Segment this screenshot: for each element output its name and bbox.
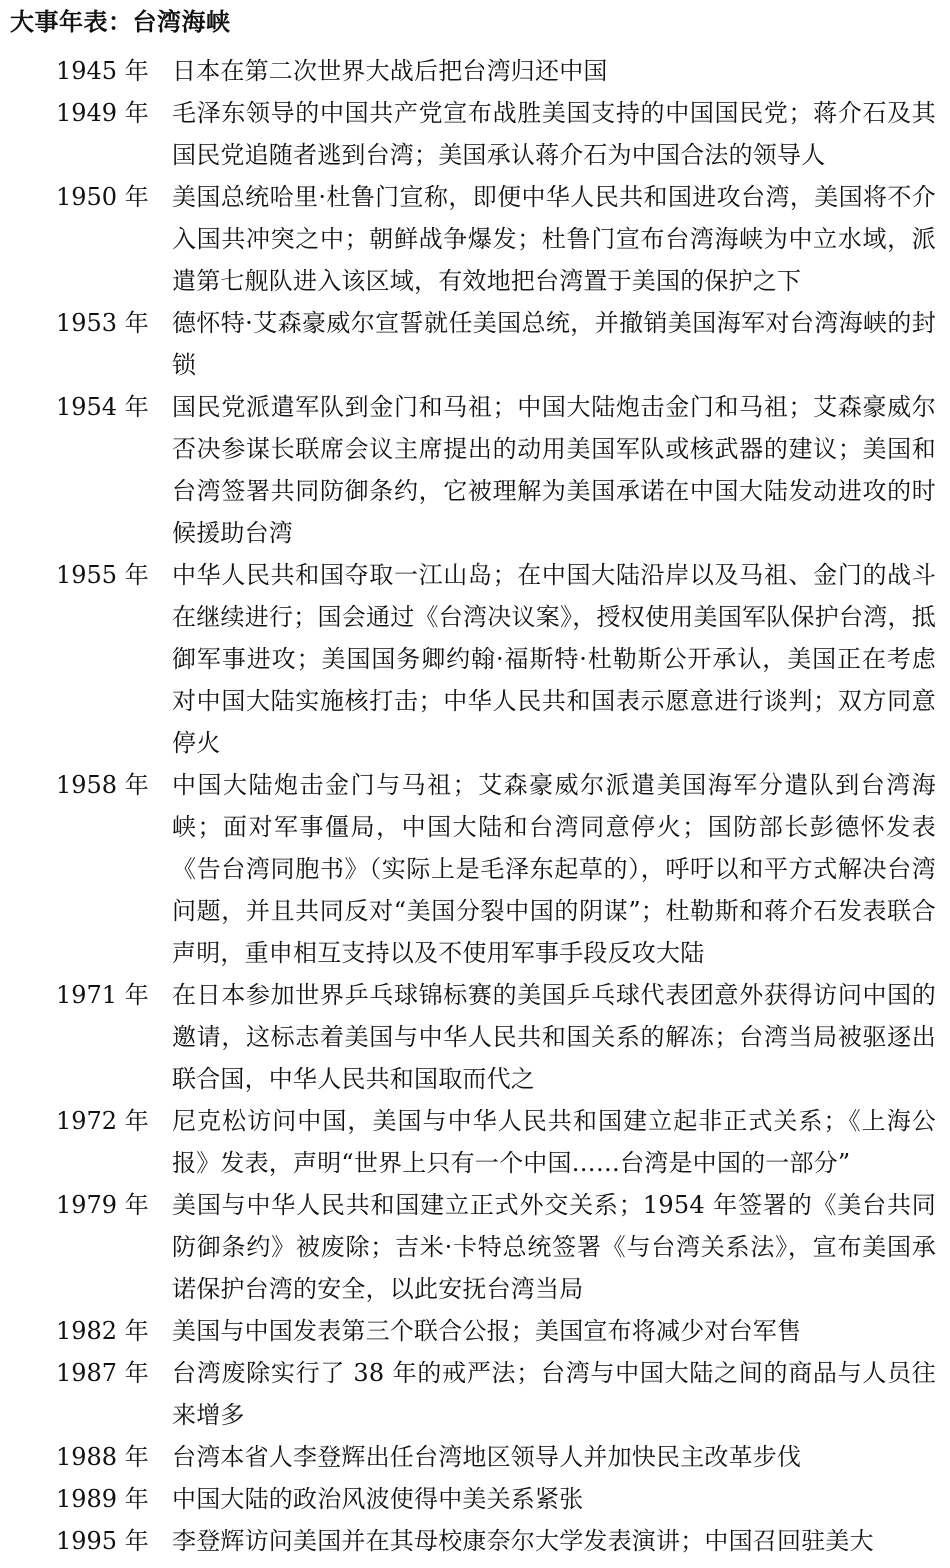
entry-year: 1950 年 bbox=[56, 183, 149, 211]
entry-text: 中国大陆的政治风波使得中美关系紧张 bbox=[172, 1485, 584, 1513]
timeline-entry bbox=[0, 1184, 950, 1310]
timeline-entry bbox=[0, 1478, 950, 1520]
timeline-entry bbox=[0, 1310, 950, 1352]
entry-text: 日本在第二次世界大战后把台湾归还中国 bbox=[172, 57, 608, 85]
entry-year: 1989 年 bbox=[56, 1485, 149, 1513]
entry-year: 1995 年 bbox=[56, 1527, 149, 1555]
timeline-entry bbox=[0, 92, 950, 176]
entry-year: 1958 年 bbox=[56, 771, 149, 799]
timeline-entry bbox=[0, 386, 950, 554]
timeline-entry bbox=[0, 302, 950, 386]
entry-text: 李登辉访问美国并在其母校康奈尔大学发表演讲；中国召回驻美大 bbox=[172, 1527, 874, 1555]
entry-year: 1988 年 bbox=[56, 1443, 149, 1471]
entry-text: 台湾本省人李登辉出任台湾地区领导人并加快民主改革步伐 bbox=[172, 1443, 802, 1471]
entry-year: 1979 年 bbox=[56, 1191, 149, 1219]
entry-year: 1945 年 bbox=[56, 57, 149, 85]
entry-text: 美国与中华人民共和国建立正式外交关系；1954 年签署的《美台共同防御条约》被废除；吉米·卡特总统签署《与台湾关系法》，宣布美国承诺保护台湾的安全，以此安抚台湾当局 bbox=[172, 1191, 936, 1303]
timeline bbox=[0, 50, 950, 1562]
entry-year: 1972 年 bbox=[56, 1107, 149, 1135]
entry-text: 国民党派遣军队到金门和马祖；中国大陆炮击金门和马祖；艾森豪威尔否决参谋长联席会议主席提出的动用美国军队或核武器的建议；美国和台湾签署共同防御条约，它被理解为美国承诺在中国大陆发动进攻的时候援助台湾 bbox=[172, 393, 936, 547]
timeline-entry bbox=[0, 554, 950, 764]
entry-text: 在日本参加世界乒乓球锦标赛的美国乒乓球代表团意外获得访问中国的邀请，这标志着美国与中华人民共和国关系的解冻；台湾当局被驱逐出联合国，中华人民共和国取而代之 bbox=[172, 981, 936, 1093]
timeline-entry bbox=[0, 50, 950, 92]
entry-year: 1982 年 bbox=[56, 1317, 149, 1345]
entry-text: 中华人民共和国夺取一江山岛；在中国大陆沿岸以及马祖、金门的战斗在继续进行；国会通过《台湾决议案》，授权使用美国军队保护台湾，抵御军事进攻；美国国务卿约翰·福斯特·杜勒斯公开承认，美国正在考虑对中国大陆实施核打击；中华人民共和国表示愿意进行谈判；双方同意停火 bbox=[172, 561, 936, 757]
timeline-entry bbox=[0, 1436, 950, 1478]
entry-text: 美国与中国发表第三个联合公报；美国宣布将减少对台军售 bbox=[172, 1317, 802, 1345]
timeline-entry bbox=[0, 176, 950, 302]
entry-text: 尼克松访问中国，美国与中华人民共和国建立起非正式关系；《上海公报》发表，声明“世界上只有一个中国……台湾是中国的一部分” bbox=[172, 1107, 936, 1177]
timeline-entry bbox=[0, 1520, 950, 1562]
entry-year: 1987 年 bbox=[56, 1359, 149, 1387]
entry-year: 1971 年 bbox=[56, 981, 149, 1009]
entry-year: 1954 年 bbox=[56, 393, 149, 421]
entry-year: 1953 年 bbox=[56, 309, 149, 337]
entry-text: 台湾废除实行了 38 年的戒严法；台湾与中国大陆之间的商品与人员往来增多 bbox=[172, 1359, 936, 1429]
timeline-entry bbox=[0, 1352, 950, 1436]
timeline-entry bbox=[0, 764, 950, 974]
page-title: 大事年表：台湾海峡 bbox=[10, 8, 231, 36]
entry-year: 1955 年 bbox=[56, 561, 149, 589]
entry-text: 美国总统哈里·杜鲁门宣称，即便中华人民共和国进攻台湾，美国将不介入国共冲突之中；朝鲜战争爆发；杜鲁门宣布台湾海峡为中立水域，派遣第七舰队进入该区域，有效地把台湾置于美国的保护之下 bbox=[172, 183, 936, 295]
entry-text: 德怀特·艾森豪威尔宣誓就任美国总统，并撤销美国海军对台湾海峡的封锁 bbox=[172, 309, 936, 379]
entry-text: 毛泽东领导的中国共产党宣布战胜美国支持的中国国民党；蒋介石及其国民党追随者逃到台湾；美国承认蒋介石为中国合法的领导人 bbox=[172, 99, 936, 169]
entry-text: 中国大陆炮击金门与马祖；艾森豪威尔派遣美国海军分遣队到台湾海峡；面对军事僵局，中国大陆和台湾同意停火；国防部长彭德怀发表《告台湾同胞书》（实际上是毛泽东起草的），呼吁以和平方式解决台湾问题，并且共同反对“美国分裂中国的阴谋”；杜勒斯和蒋介石发表联合声明，重申相互支持以及不使用军事手段反攻大陆 bbox=[172, 771, 936, 967]
timeline-entry bbox=[0, 974, 950, 1100]
entry-year: 1949 年 bbox=[56, 99, 149, 127]
timeline-entry bbox=[0, 1100, 950, 1184]
